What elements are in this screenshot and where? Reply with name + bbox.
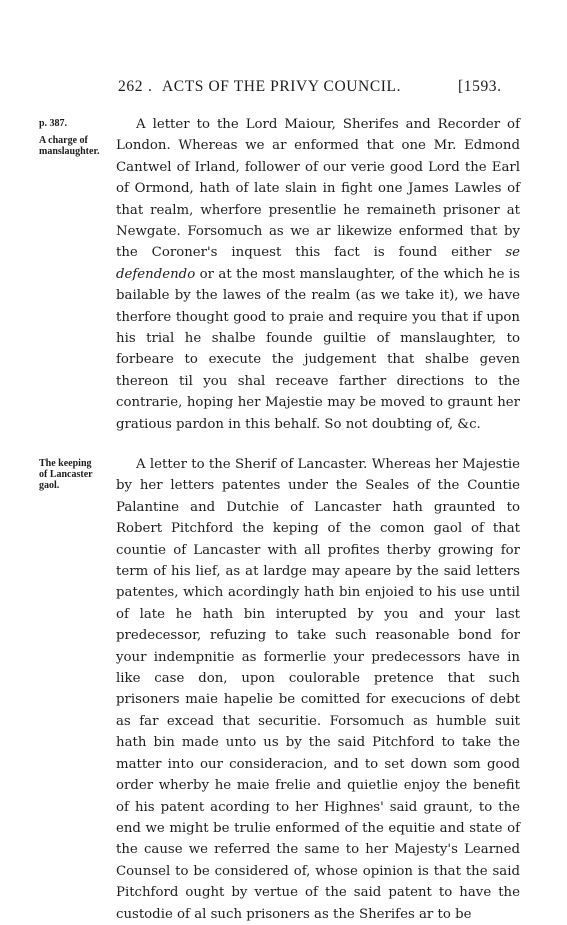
header-year: [1593. <box>458 78 502 95</box>
margin-note-manslaughter <box>39 135 111 157</box>
letter-paragraph-2 <box>116 454 520 925</box>
letter-paragraph-1 <box>116 114 520 435</box>
header-separator: . <box>148 78 153 95</box>
paragraph-text: or at the most manslaughter, of the which he is bailable by the lawes of the realm (as we take it), we have therfore thought good to praie and require you that if upon his trial he shalbe founde guiltie of manslaughter, to forbeare to execute the judgement that shalbe geven thereon til you shal receave farther directions to the contrarie, hoping her Majestie may be moved to graunt her gratious pardon in this behalf. So not doubting of, &c. <box>116 266 520 432</box>
margin-note-line: The keeping <box>39 458 92 469</box>
margin-note-line: gaol. <box>39 480 60 491</box>
margin-note-line: manslaughter. <box>39 146 100 157</box>
latin-phrase: se defendendo <box>116 245 521 282</box>
page-number: 262 <box>118 78 144 95</box>
margin-note-lancaster-gaol <box>39 458 111 491</box>
margin-note-line: A charge of <box>39 135 88 146</box>
paragraph-text: A letter to the Lord Maiour, Sherifes and Recorder of London. Whereas we ar enformed that one Mr. Edmond Cantwel of Irland, follower of our verie good Lord the Earl of Ormond, hath of late slain in fight one James Lawles of that realm, wherfore presentlie he remaineth prisoner at Newgate. Forsomuch as we ar likewize enformed that by the Coroner's inquest this fact is found either <box>116 117 520 261</box>
paragraph-text: A letter to the Sherif of Lancaster. Whereas her Majestie by her letters patentes under the Seales of the Countie Palantine and Dutchie of Lancaster hath graunted to Robert Pitchford the keping of the comon gaol of that countie of Lancaster with all profites therby growing for term of his lief, as at lardge may apeare by the said letters patentes, which acordingly hath bin enjoied to his use until of late he hath bin interupted by you and your last predecessor, refuzing to take such reasonable bond for your indempnitie as formerlie your predecessors have in like case don, upon coulorable pretence that such prisoners maie hapelie be comitted for execucions of debt as far excead that securitie. Forsomuch as humble suit hath bin made unto us by the said Pitchford to take the matter into our consideracion, and to set down som good order wherby he maie frelie and quietlie enjoy the benefit of his patent acording to her Highnes' said graunt, to the end we might be trulie enformed of the equitie and state of the cause we referred the same to her Majesty's Learned Counsel to be considered of, whose opinion is that the said Pitchford ought by vertue of the said patent to have the custodie of al such prisoners as the Sherifes ar to be <box>116 457 520 922</box>
margin-note-line: of Lancaster <box>39 469 93 480</box>
folio-reference: p. 387. <box>39 118 68 129</box>
running-title: ACTS OF THE PRIVY COUNCIL. <box>162 78 402 95</box>
